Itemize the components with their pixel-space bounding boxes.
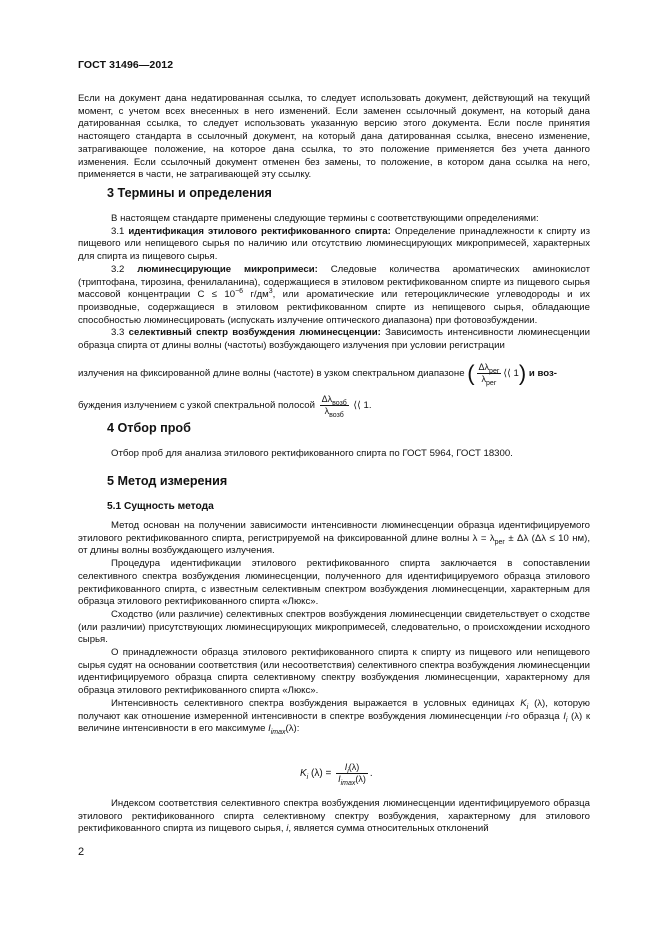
term-3-3-name: селективный спектр возбуждения люминесценции:: [128, 327, 381, 339]
paragraph-origin: О принадлежности образца этилового ректификованного спирта к спирту из пищевого или непищевого сырья судят на основании соответствия (или несоответствия) селективного спектра возбуждения люминесценции идентифицируемого образца спирта селективному спектру возбуждения люминесценции, характерному для образца этилового ректификованного спирта «Люкс».: [78, 647, 590, 697]
formula-fraction: $\frac{I_i(\lambda)}{I_{imax}(\lambda)}$: [338, 762, 366, 787]
term-3-3: 3.3 селективный спектр возбуждения люминесценции: Зависимость интенсивности люминесценции образца спирта от длины волны (частоты) возбуждающего излучения при условии регистрации: [78, 327, 590, 352]
section-5-body: [78, 520, 590, 736]
term-3-3-formula-line-2: буждения излучением с узкой спектральной полосой $\frac{\Delta\lambda_{возб}}{\lambda_{возб}}$ ⟨⟨ 1.: [78, 394, 372, 419]
term-3-1: 3.1 идентификация этилового ректификованного спирта: Определение принадлежности к спирту из пищевого или непищевого сырья по наличию или отсутствию люминесцирующих микропримесей, характерных для спирта из пищевого сырья.: [78, 225, 590, 263]
term-3-2-name: люминесцирующие микропримеси:: [137, 263, 318, 275]
formula-k: $K_i$ (λ) = $\frac{I_i(\lambda)}{I_{imax}(\lambda)}$ .: [300, 762, 373, 787]
fraction-excitation: $\frac{\Delta\lambda_{возб}}{\lambda_{возб}}$: [321, 394, 347, 419]
paragraph-procedure: Процедура идентификации этилового ректификованного спирта заключается в сопоставлении селективного спектра возбуждения люминесценции, полученного для идентифицируемого образца этилового ректификованного спирта, с известным селективным спектром возбуждения люминесценции, характерным для образца этилового ректификованного спирта «Люкс».: [78, 558, 590, 608]
section-5-title: 5 Метод измерения: [107, 474, 228, 488]
document-header: ГОСТ 31496—2012: [78, 59, 174, 71]
term-3-3-formula-line: излучения на фиксированной длине волны (частоте) в узком спектральном диапазоне ( $\frac{\Delta\lambda_{рег}}{\lambda_{рег}}$ ⟨⟨ 1) и воз-: [78, 360, 557, 387]
fraction-reg: $\frac{\Delta\lambda_{рег}}{\lambda_{рег}}$: [478, 362, 500, 387]
section-4-body: Отбор проб для анализа этилового ректификованного спирта по ГОСТ 5964, ГОСТ 18300.: [111, 448, 513, 459]
term-3-1-name: идентификация этилового ректификованного спирта:: [128, 225, 391, 237]
section-4-title: 4 Отбор проб: [107, 421, 191, 435]
section-3-body: [78, 213, 590, 353]
section-3-title: 3 Термины и определения: [107, 186, 272, 200]
paragraph-similarity: Сходство (или различие) селективных спектров возбуждения люминесценции свидетельствует о сходстве (или различии) присутствующих люминесцирующих микропримесей, следовательно, о происхождении исходного сырья.: [78, 608, 590, 646]
term-3-2: 3.2 люминесцирующие микропримеси: Следовые количества ароматических аминокислот (триптофана, тирозина, фенилаланина), содержащиеся в этиловом ректификованном спирте из пищевого сырья массовой концентрации $С \le 10^{-6}$ $г/дм^3$, или ароматические или гетероциклические углеводороды и их производные, содержащиеся в этиловом ректификованном спирте из непищевого сырья, обладающие способностью люминесцировать (испускать излучение оптического диапазона) при фотовозбуждении.: [78, 263, 590, 326]
intro-paragraph: Если на документ дана недатированная ссылка, то следует использовать документ, действующий на текущий момент, с учетом всех внесенных в него изменений. Если заменен ссылочный документ, на который дана датированная ссылка, то следует использовать указанную версию этого документа. Если после принятия настоящего стандарта в ссылочный документ, на который дана датированная ссылка, внесено изменение, затрагивающее положение, на которое дана ссылка, то это положение применяется без учета данного изменения. Если ссылочный документ отменен без замены, то положение, в котором дана ссылка на него, применяется в части, не затрагивающей эту ссылку.: [78, 93, 590, 181]
section-5-1-title: 5.1 Сущность метода: [107, 501, 214, 512]
paragraph-method: Метод основан на получении зависимости интенсивности люминесценции образца идентифицируемого этилового ректификованного спирта, регистрируемой на фиксированной длине волны $\lambda = \lambda_{рег} \pm \Delta\lambda$ (Δλ ≤ 10 нм), от длины волны возбуждающего излучения.: [78, 520, 590, 557]
section-3-intro: В настоящем стандарте применены следующие термины с соответствующими определениями:: [111, 213, 539, 224]
paragraph-intensity: Интенсивность селективного спектра возбуждения выражается в условных единицах $K_i$ (λ), которую получают как отношение измеренной интенсивности в спектре возбуждения люминесценции i-го образца $I_i$ (λ) к величине интенсивности в его максимуме $I_{imax}(\lambda)$:: [78, 697, 591, 737]
paragraph-index: Индексом соответствия селективного спектра возбуждения люминесценции идентифицируемого образца этилового ректификованного спирта селективному спектру возбуждения, характерному для этилового ректификованного спирта из пищевого сырья, i, является сумма относительных отклонений: [78, 798, 590, 835]
page-number: 2: [78, 846, 85, 858]
